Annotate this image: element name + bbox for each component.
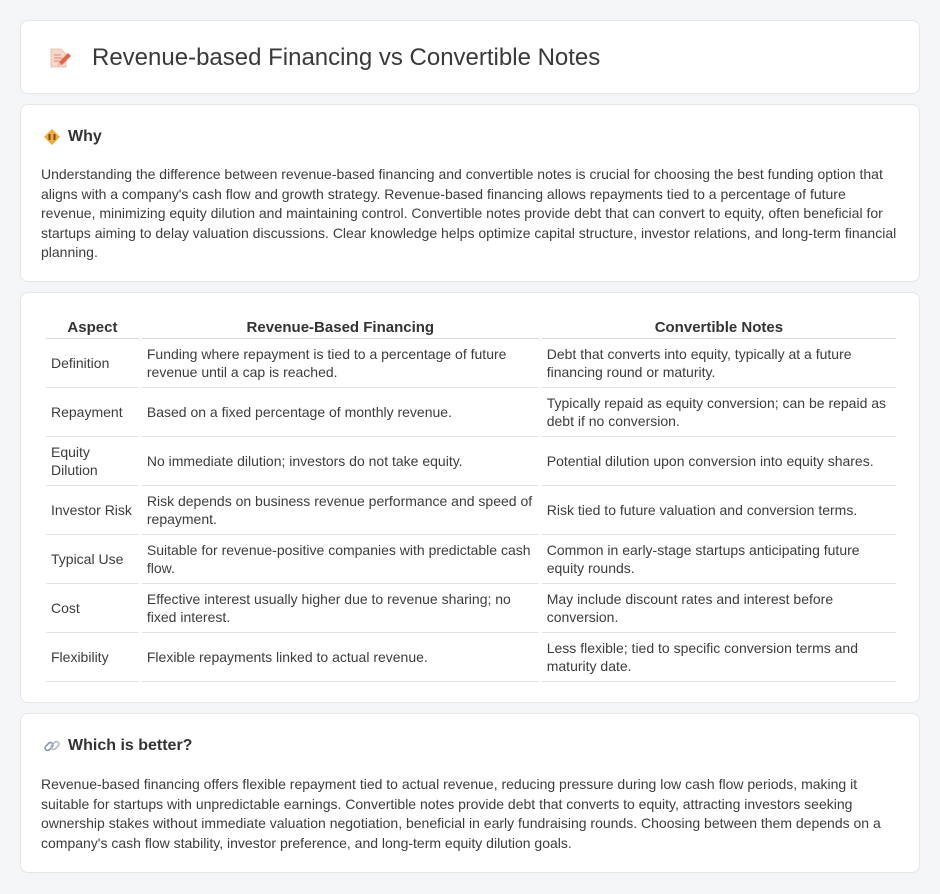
header-revenue-based-financing: Revenue-Based Financing bbox=[142, 317, 539, 339]
which-is-better-section bbox=[20, 713, 920, 873]
better-text: Revenue-based financing offers flexible repayment tied to actual revenue, reducing pressure during low cash flow periods, making it suitable for startups with unpredictable earnings. Convertible notes provide debt that converts to equity, attracting investors seeking ownership stakes without immediate valuation negotiation, beneficial in early fundraising rounds. Choosing between them depends on a company's cash flow stability, investor preference, and long-term equity dilution goals. bbox=[41, 776, 881, 851]
header-card bbox=[20, 20, 920, 94]
comparison-table bbox=[43, 317, 899, 682]
row-convertible: Risk tied to future valuation and conversion terms. bbox=[542, 486, 896, 535]
table-row bbox=[46, 486, 896, 535]
header-convertible-notes: Convertible Notes bbox=[542, 317, 896, 339]
row-aspect: Repayment bbox=[46, 388, 139, 437]
row-revenue-based: Suitable for revenue-positive companies with predictable cash flow. bbox=[142, 535, 539, 584]
row-revenue-based: Flexible repayments linked to actual revenue. bbox=[142, 633, 539, 682]
comparison-section bbox=[20, 292, 920, 703]
row-convertible: Typically repaid as equity conversion; can be repaid as debt if no conversion. bbox=[542, 388, 896, 437]
row-revenue-based: No immediate dilution; investors do not take equity. bbox=[142, 437, 539, 486]
row-convertible: Potential dilution upon conversion into equity shares. bbox=[542, 437, 896, 486]
table-row bbox=[46, 633, 896, 682]
table-row bbox=[46, 388, 896, 437]
row-revenue-based: Based on a fixed percentage of monthly revenue. bbox=[142, 388, 539, 437]
header-aspect: Aspect bbox=[46, 317, 139, 339]
table-row bbox=[46, 339, 896, 388]
better-heading bbox=[43, 736, 192, 756]
table-header-row bbox=[46, 317, 896, 339]
why-text: Understanding the difference between revenue-based financing and convertible notes is crucial for choosing the best funding option that aligns with a company's cash flow and growth strategy. Revenue-based financing allows repayments tied to a percentage of future revenue, minimizing equity dilution and maintaining control. Convertible notes provide debt that can convert to equity, often beneficial for startups aiming to delay valuation discussions. Clear knowledge helps optimize capital structure, investor relations, and long-term financial planning. bbox=[41, 166, 897, 260]
row-aspect: Definition bbox=[46, 339, 139, 388]
row-revenue-based: Effective interest usually higher due to revenue sharing; no fixed interest. bbox=[142, 584, 539, 633]
why-heading bbox=[43, 127, 102, 147]
row-aspect: Typical Use bbox=[46, 535, 139, 584]
row-aspect: Investor Risk bbox=[46, 486, 139, 535]
why-title: Why bbox=[68, 128, 102, 145]
page-title: Revenue-based Financing vs Convertible Notes bbox=[92, 44, 601, 71]
row-aspect: Equity Dilution bbox=[46, 437, 139, 486]
row-revenue-based: Funding where repayment is tied to a percentage of future revenue until a cap is reached. bbox=[142, 339, 539, 388]
row-convertible: Less flexible; tied to specific conversion terms and maturity date. bbox=[542, 633, 896, 682]
link-icon bbox=[43, 737, 61, 755]
diamond-warning-icon bbox=[43, 128, 61, 146]
row-convertible: Common in early-stage startups anticipating future equity rounds. bbox=[542, 535, 896, 584]
row-convertible: May include discount rates and interest before conversion. bbox=[542, 584, 896, 633]
table-row bbox=[46, 584, 896, 633]
row-aspect: Flexibility bbox=[46, 633, 139, 682]
row-convertible: Debt that converts into equity, typically at a future financing round or maturity. bbox=[542, 339, 896, 388]
table-row bbox=[46, 535, 896, 584]
table-row bbox=[46, 437, 896, 486]
row-revenue-based: Risk depends on business revenue performance and speed of repayment. bbox=[142, 486, 539, 535]
row-aspect: Cost bbox=[46, 584, 139, 633]
document-pencil-icon bbox=[47, 46, 71, 70]
better-title: Which is better? bbox=[68, 737, 193, 754]
why-section bbox=[20, 104, 920, 282]
